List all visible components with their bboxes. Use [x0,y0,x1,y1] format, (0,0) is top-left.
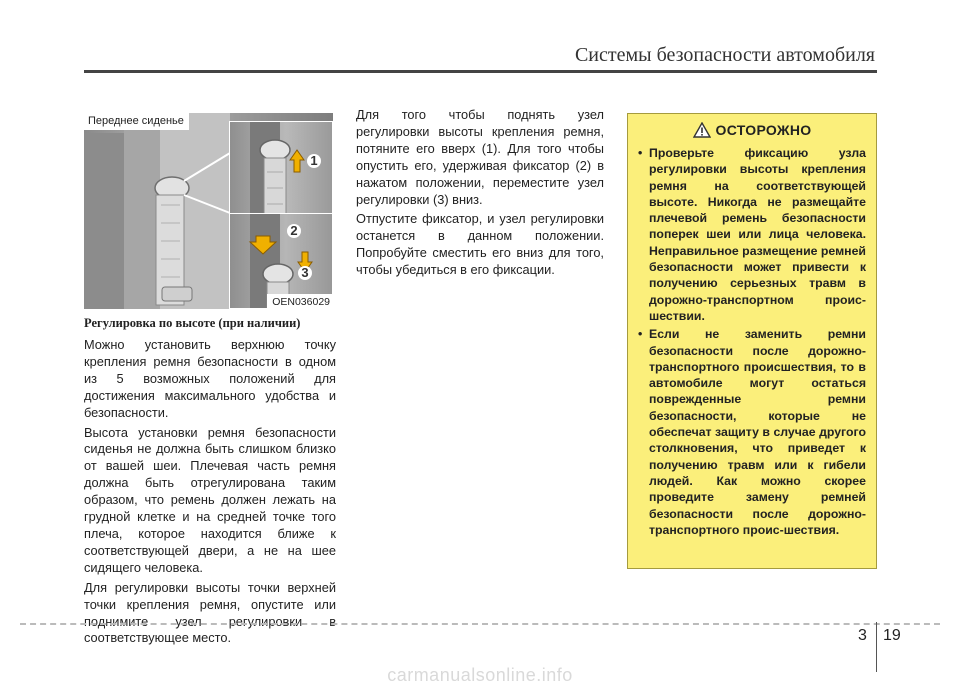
warning-text: Проверьте фиксацию узла регулировки высоты крепления ремня на соответствующей высоте. Никогда не размещайте плечевой ремень безопасности поперек шеи или лица человека. Неправильное размещение ремней безопасности может привести к получению серьезных травм в дорожно-транспортном проис-шествии. [649,146,866,323]
page-number: 19 [883,627,901,644]
bullet: • [638,327,643,342]
figure-caption: Регулировка по высоте (при наличии) [84,316,301,330]
warning-text: Если не заменить ремни безопасности после дорожно-транспортного происшествия, то в автомобиле могут остаться поврежденные ремни безопасности, которые не обеспечат защиту в случае другого столкновения, что приведет к получению травм или к гибели людей. Как можно скорее проведите замену ремней безопасности после дорожно-транспортного проис-шествия. [649,327,866,537]
paragraph: Для регулировки высоты точки верхней точки крепления ремня, опустите или поднимите узел регулировки в соответствующее место. [84,579,336,646]
header-rule [84,70,877,73]
chapter-number: 3 [858,627,867,644]
paragraph: Для того чтобы поднять узел регулировки высоты крепления ремня, потяните его вверх (1). Для того чтобы опустить его, удерживая фиксатор (2) в нажатом положении, переместите узел регулировки (3) вниз. [356,107,604,207]
paragraph: Можно установить верхнюю точку крепления ремня безопасности в одном из 5 возможных положений для достижения максимального удобства и безопасности. [84,337,336,420]
page-rule [20,623,940,625]
anchor-raise-illustration [230,122,333,216]
warning-title: ОСТОРОЖНО [715,122,812,138]
paragraph: Отпустите фиксатор, и узел регулировки останется в данном положении. Попробуйте сместить его вниз для того, чтобы убедиться в его фиксации. [356,211,604,278]
warning-item [638,326,866,538]
section-title: Системы безопасности автомобиля [574,44,875,66]
figure-label: Переднее сиденье [84,113,189,130]
figure-code: OEN036029 [267,294,333,309]
callout-3: 3 [298,266,312,280]
warning-item [638,145,866,324]
warning-header [638,122,866,138]
callout-1: 1 [307,154,321,168]
bullet: • [638,146,643,160]
watermark: carmanualsonline.info [387,665,573,685]
warning-box [627,113,877,569]
paragraph: Высота установки ремня безопасности сиденья не должна быть слишком близко от вашей шеи. Плечевая часть ремня должна быть отрегулирована таким образом, что ремень должен лежать на грудной клетке и на средней точке того плеча, которое находится ближе к соответствующей двери, а не на шее сидящего человека. [84,424,336,575]
callout-2: 2 [287,224,301,238]
inset-raise [229,121,333,216]
middle-column [356,107,604,282]
left-column [84,316,336,650]
seat-belt-figure [84,113,333,309]
up-arrow-icon [290,150,304,172]
warning-triangle-icon [693,122,711,138]
